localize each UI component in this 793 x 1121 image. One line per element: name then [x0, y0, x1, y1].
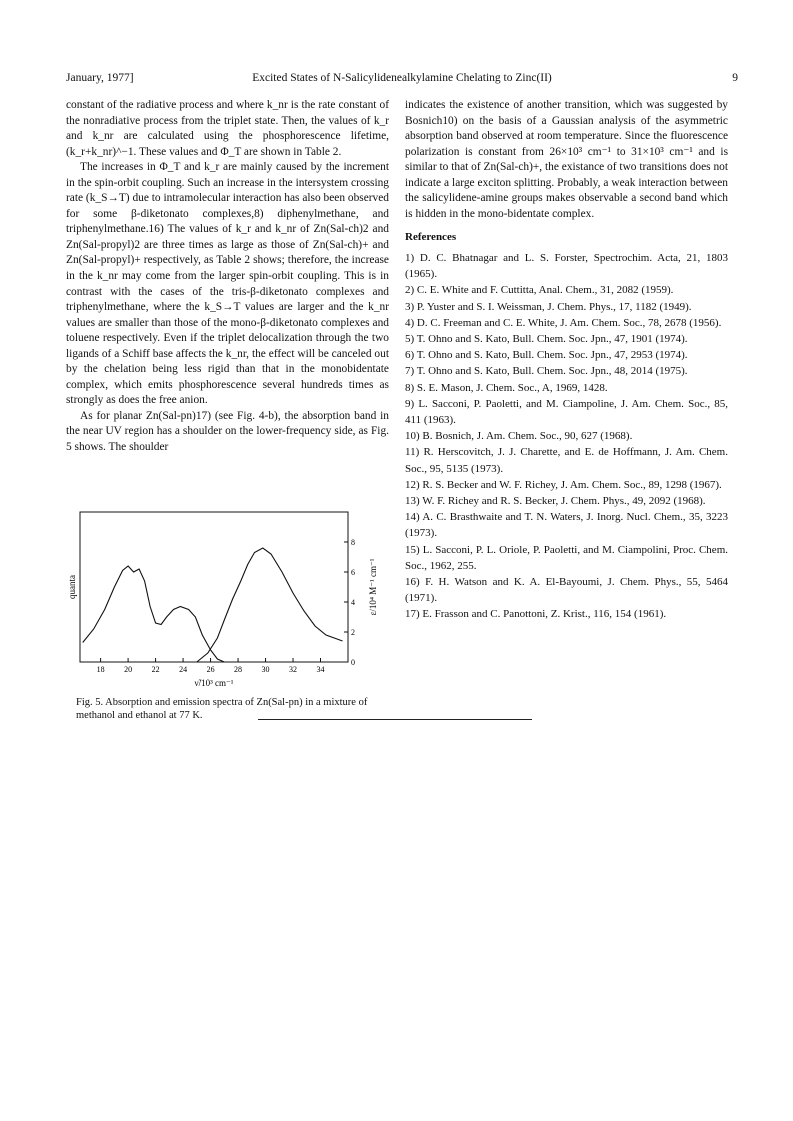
figure-caption: Fig. 5. Absorption and emission spectra of Zn(Sal-pn) in a mixture of methanol and ethanol at 77 K.: [76, 697, 368, 721]
x-tick-label: 22: [151, 665, 160, 674]
end-rule: [258, 719, 532, 720]
x-tick-label: 32: [289, 665, 298, 674]
header-date: January, 1977]: [66, 72, 134, 84]
reference-item: 3) P. Yuster and S. I. Weissman, J. Chem. Phys., 17, 1182 (1949).: [405, 300, 692, 313]
x-tick-label: 30: [261, 665, 270, 674]
reference-item: 2) C. E. White and F. Cuttitta, Anal. Chem., 31, 2082 (1959).: [405, 284, 674, 297]
right-column: [405, 98, 728, 623]
reference-item: 1) D. C. Bhatnagar and L. S. Forster, Spectrochim. Acta, 21, 1803 (1965).: [405, 251, 728, 281]
reference-item: 16) F. H. Watson and K. A. El-Bayoumi, J. Chem. Phys., 55, 5464 (1971).: [405, 575, 728, 605]
reference-item: 5) T. Ohno and S. Kato, Bull. Chem. Soc. Jpn., 47, 1901 (1974).: [405, 332, 688, 345]
running-header: [66, 72, 738, 88]
series-line-1: [83, 566, 225, 662]
paragraph: The increases in Φ_T and k_r are mainly caused by the increment in the spin-orbit coupling. Such an increase in the intersystem crossing rate (k_S→T) due to intramolecular interaction has also been observed for some β-diketonato complexes,8) diphenylmethane, and triphenylmethane.16) The values of k_r and k_nr of Zn(Sal-ch)2 and Zn(Sal-propyl)2 are three times as large as those of Zn(Sal-ch)+ and Zn(Sal-propyl)+ respectively, as Table 2 shows; therefore, the increase in the k_nr may come from the larger spin-orbit coupling. This is in contrast with the cases of the tris-β-diketonato complexes and triphenylmethane, where the k_S→T values are larger and the k_nr values are smaller than those of the mono-β-diketonato complexes and toluene respectively. Even if the triplet delocalization through the two ligands of a Schiff base affects the k_nr, the effect will be canceled out by the chelation being less rigid than that in the monobidentate complex, which emits phosphorescence several hundreds times as strongly as does the free anion.: [66, 161, 389, 407]
reference-item: 4) D. C. Freeman and C. E. White, J. Am. Chem. Soc., 78, 2678 (1956).: [405, 316, 722, 329]
reference-item: 6) T. Ohno and S. Kato, Bull. Chem. Soc. Jpn., 47, 2953 (1974).: [405, 349, 688, 362]
spectra-chart: [66, 510, 386, 690]
x-tick-label: 18: [96, 665, 105, 674]
reference-item: 14) A. C. Brasthwaite and T. N. Waters, J. Inorg. Nucl. Chem., 35, 3223 (1973).: [405, 511, 728, 540]
series-line-2: [197, 548, 343, 662]
header-title: Excited States of N-Salicylidenealkylamine Chelating to Zinc(II): [252, 72, 552, 84]
reference-item: 9) L. Sacconi, P. Paoletti, and M. Ciampoline, J. Am. Chem. Soc., 85, 411 (1963).: [405, 397, 728, 426]
y-tick-label: 6: [351, 568, 355, 577]
y-tick-label: 4: [351, 598, 355, 607]
plot-frame: [80, 512, 348, 662]
x-tick-label: 24: [179, 665, 188, 674]
references-list: [405, 250, 728, 623]
figure-5: [66, 510, 386, 690]
x-tick-label: 28: [234, 665, 243, 674]
reference-item: 12) R. S. Becker and W. F. Richey, J. Am. Chem. Soc., 89, 1298 (1967).: [405, 478, 722, 491]
x-tick-label: 26: [206, 665, 215, 674]
reference-item: 7) T. Ohno and S. Kato, Bull. Chem. Soc. Jpn., 48, 2014 (1975).: [405, 365, 688, 378]
reference-item: 10) B. Bosnich, J. Am. Chem. Soc., 90, 627 (1968).: [405, 430, 633, 443]
reference-item: 8) S. E. Mason, J. Chem. Soc., A, 1969, 1428.: [405, 381, 608, 394]
y-tick-label: 2: [351, 628, 355, 637]
reference-item: 13) W. F. Richey and R. S. Becker, J. Chem. Phys., 49, 2092 (1968).: [405, 494, 706, 507]
x-tick-label: 34: [316, 665, 325, 674]
references-heading: References: [405, 231, 457, 244]
paragraph: constant of the radiative process and where k_nr is the rate constant of the nonradiative process from the triplet state. Then, the values of k_r and k_nr are calculated using the phosphorescence lifetime, (k_r+k_nr)^−1. These values and Φ_T are shown in Table 2.: [66, 99, 389, 158]
y-axis-left-label: quanta: [67, 575, 77, 599]
x-axis-label: ν̃/10³ cm⁻¹: [194, 678, 234, 688]
page-number: 9: [732, 72, 738, 84]
left-column: [66, 98, 389, 456]
y-axis-right-label: ε/10⁴ M⁻¹ cm⁻¹: [368, 558, 378, 616]
paragraph: As for planar Zn(Sal-pn)17) (see Fig. 4-b), the absorption band in the near UV region has a shoulder on the lower-frequency side, as Fig. 5 shows. The shoulder: [66, 409, 389, 454]
y-tick-label: 8: [351, 538, 355, 547]
x-tick-label: 20: [124, 665, 133, 674]
reference-item: 11) R. Herscovitch, J. J. Charette, and E. de Hoffmann, J. Am. Chem. Soc., 95, 5135 (1973).: [405, 446, 728, 475]
reference-item: 15) L. Sacconi, P. L. Oriole, P. Paoletti, and M. Ciampolini, Proc. Chem. Soc., 1962, 255.: [405, 543, 728, 572]
paragraph: indicates the existence of another transition, which was suggested by Bosnich10) on the basis of a Gaussian analysis of the asymmetric absorption band observed at room temperature. Since the fluorescence polarization is constant from 26×10³ cm⁻¹ to 31×10³ cm⁻¹ and is similar to that of Zn(Sal-ch)+, the existance of two transitions does not indicate a large exciton splitting. Probably, a weak interaction between the salicylidene-amine groups makes observable a second band which is hidden in the mono-bidentate complex.: [405, 99, 728, 220]
reference-item: 17) E. Frasson and C. Panottoni, Z. Krist., 116, 154 (1961).: [405, 608, 667, 621]
y-tick-label: 0: [351, 658, 355, 667]
